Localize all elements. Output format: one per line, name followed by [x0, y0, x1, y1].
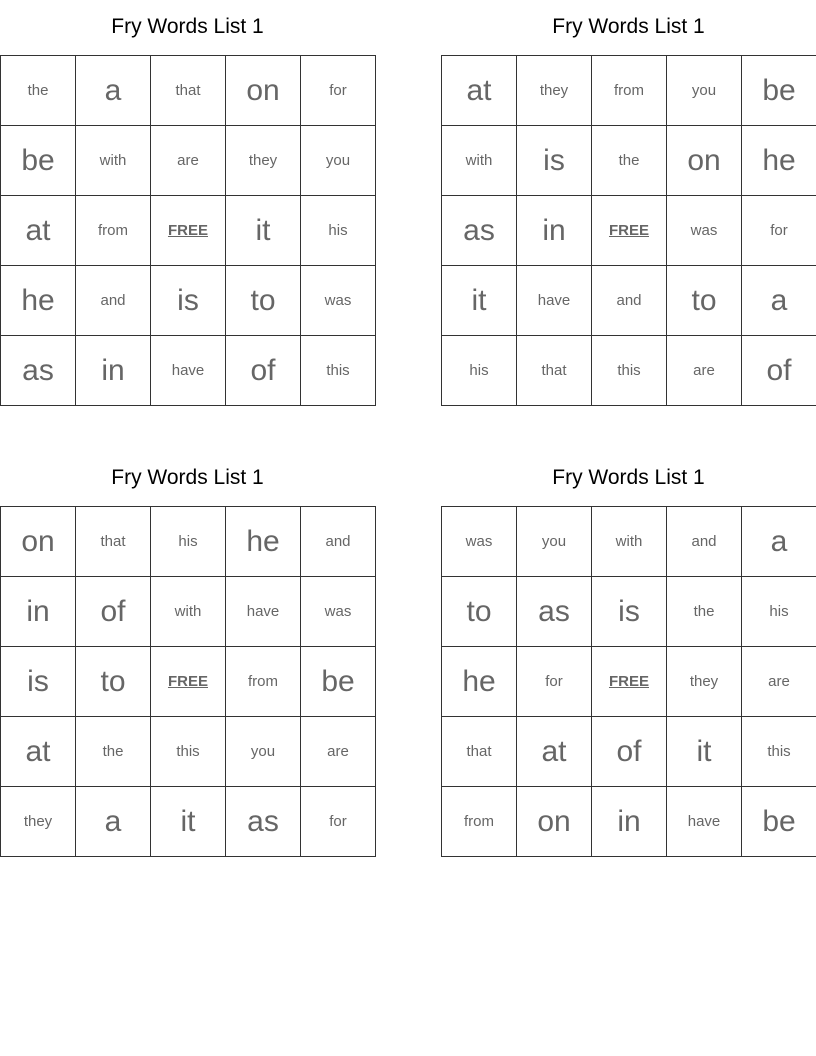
grid-row	[442, 266, 816, 336]
grid-row	[1, 647, 376, 717]
word-cell: the	[1, 56, 76, 126]
word-cell: in	[1, 577, 76, 647]
grid-row	[1, 507, 376, 577]
word-cell: from	[592, 56, 667, 126]
grid-row	[442, 717, 816, 787]
word-cell: of	[226, 336, 301, 406]
word-cell: of	[592, 717, 667, 787]
word-cell: are	[301, 717, 376, 787]
grid-row	[1, 126, 376, 196]
word-cell: the	[667, 577, 742, 647]
bingo-card-1	[0, 0, 375, 406]
word-cell: from	[442, 787, 517, 857]
grid-row	[1, 196, 376, 266]
word-cell: for	[301, 56, 376, 126]
word-cell: for	[301, 787, 376, 857]
grid-row	[442, 507, 816, 577]
word-cell: is	[1, 647, 76, 717]
word-cell: they	[667, 647, 742, 717]
word-cell: from	[76, 196, 151, 266]
word-cell: a	[76, 787, 151, 857]
word-cell: are	[151, 126, 226, 196]
word-cell: was	[301, 266, 376, 336]
word-cell: and	[76, 266, 151, 336]
word-cell: and	[667, 507, 742, 577]
word-cell: on	[517, 787, 592, 857]
free-space-cell: FREE	[151, 647, 226, 717]
word-cell: is	[151, 266, 226, 336]
card-title: Fry Words List 1	[552, 15, 705, 38]
word-cell: that	[151, 56, 226, 126]
grid-row	[442, 126, 816, 196]
grid-row	[1, 336, 376, 406]
grid-row	[1, 787, 376, 857]
card-title: Fry Words List 1	[552, 466, 705, 489]
word-cell: the	[592, 126, 667, 196]
bingo-card-2	[441, 0, 816, 406]
card-title: Fry Words List 1	[111, 466, 264, 489]
word-cell: to	[226, 266, 301, 336]
word-cell: with	[151, 577, 226, 647]
word-cell: this	[592, 336, 667, 406]
word-cell: it	[226, 196, 301, 266]
word-cell: of	[742, 336, 816, 406]
word-cell: to	[667, 266, 742, 336]
word-cell: at	[1, 196, 76, 266]
word-cell: a	[76, 56, 151, 126]
word-cell: his	[742, 577, 816, 647]
free-space-cell: FREE	[592, 196, 667, 266]
word-cell: are	[667, 336, 742, 406]
word-cell: be	[742, 787, 816, 857]
word-cell: in	[76, 336, 151, 406]
word-cell: was	[301, 577, 376, 647]
free-space-cell: FREE	[151, 196, 226, 266]
word-cell: at	[1, 717, 76, 787]
word-cell: have	[226, 577, 301, 647]
bingo-card-4	[441, 451, 816, 857]
word-cell: you	[301, 126, 376, 196]
word-cell: for	[517, 647, 592, 717]
word-cell: and	[301, 507, 376, 577]
word-cell: was	[442, 507, 517, 577]
word-cell: his	[301, 196, 376, 266]
word-cell: have	[151, 336, 226, 406]
card-title: Fry Words List 1	[111, 15, 264, 38]
word-cell: be	[1, 126, 76, 196]
word-cell: as	[226, 787, 301, 857]
word-cell: at	[517, 717, 592, 787]
word-cell: you	[667, 56, 742, 126]
word-cell: and	[592, 266, 667, 336]
word-cell: they	[517, 56, 592, 126]
word-cell: in	[592, 787, 667, 857]
word-cell: he	[742, 126, 816, 196]
word-cell: at	[442, 56, 517, 126]
bingo-card-3	[0, 451, 375, 857]
word-cell: have	[667, 787, 742, 857]
word-cell: with	[592, 507, 667, 577]
word-cell: it	[667, 717, 742, 787]
word-cell: this	[151, 717, 226, 787]
word-cell: is	[592, 577, 667, 647]
word-cell: on	[667, 126, 742, 196]
free-space-cell: FREE	[592, 647, 667, 717]
word-cell: that	[76, 507, 151, 577]
grid-row	[442, 647, 816, 717]
word-cell: this	[301, 336, 376, 406]
word-cell: to	[76, 647, 151, 717]
word-cell: his	[151, 507, 226, 577]
bingo-grid	[441, 55, 816, 406]
word-cell: a	[742, 507, 816, 577]
bingo-grid	[0, 506, 376, 857]
word-cell: be	[742, 56, 816, 126]
word-cell: with	[442, 126, 517, 196]
word-cell: on	[226, 56, 301, 126]
grid-row	[442, 787, 816, 857]
word-cell: he	[226, 507, 301, 577]
word-cell: from	[226, 647, 301, 717]
grid-row	[1, 56, 376, 126]
word-cell: the	[76, 717, 151, 787]
grid-row	[442, 577, 816, 647]
word-cell: his	[442, 336, 517, 406]
word-cell: is	[517, 126, 592, 196]
word-cell: that	[442, 717, 517, 787]
word-cell: as	[442, 196, 517, 266]
word-cell: as	[1, 336, 76, 406]
grid-row	[1, 717, 376, 787]
word-cell: in	[517, 196, 592, 266]
word-cell: for	[742, 196, 816, 266]
word-cell: they	[1, 787, 76, 857]
word-cell: it	[151, 787, 226, 857]
grid-row	[442, 336, 816, 406]
word-cell: are	[742, 647, 816, 717]
word-cell: that	[517, 336, 592, 406]
grid-row	[1, 577, 376, 647]
word-cell: it	[442, 266, 517, 336]
word-cell: you	[517, 507, 592, 577]
word-cell: he	[1, 266, 76, 336]
grid-row	[1, 266, 376, 336]
word-cell: a	[742, 266, 816, 336]
word-cell: as	[517, 577, 592, 647]
word-cell: this	[742, 717, 816, 787]
word-cell: with	[76, 126, 151, 196]
word-cell: he	[442, 647, 517, 717]
word-cell: be	[301, 647, 376, 717]
word-cell: to	[442, 577, 517, 647]
bingo-grid	[0, 55, 376, 406]
grid-row	[442, 196, 816, 266]
word-cell: they	[226, 126, 301, 196]
word-cell: of	[76, 577, 151, 647]
word-cell: on	[1, 507, 76, 577]
word-cell: you	[226, 717, 301, 787]
grid-row	[442, 56, 816, 126]
word-cell: have	[517, 266, 592, 336]
word-cell: was	[667, 196, 742, 266]
bingo-grid	[441, 506, 816, 857]
